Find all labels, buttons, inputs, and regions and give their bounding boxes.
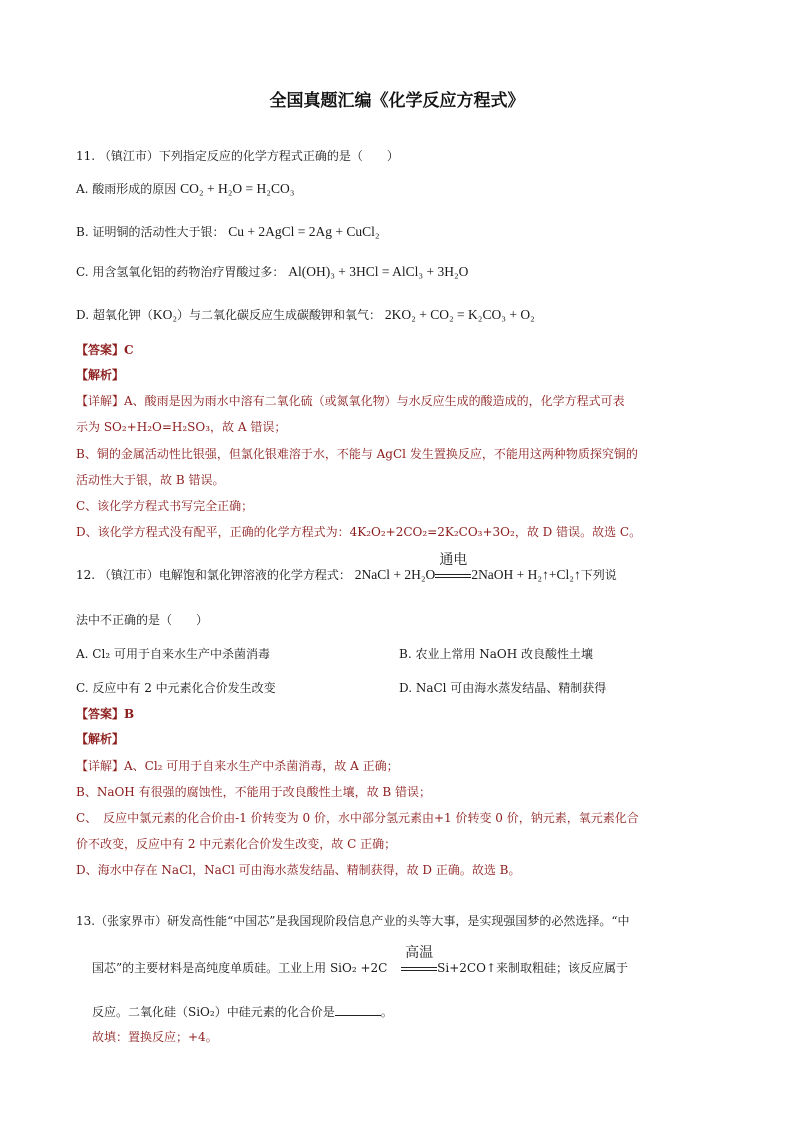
q13-stem-3-post: 。	[380, 1005, 393, 1019]
q13-answer: 故填：置换反应；+4。	[92, 1030, 218, 1044]
q13-condition-arrow	[401, 967, 437, 971]
q13-stem-3-pre: 反应。二氧化硅（SiO₂）中硅元素的化合价是	[92, 1005, 335, 1019]
q13-stem-3	[92, 1003, 393, 1021]
q13-stem-2-pre: 国芯”的主要材料是高纯度单质硅。工业上用 SiO₂ +2C	[92, 961, 388, 975]
q11-analysis-label: 【解析】	[76, 368, 125, 382]
q12-detail-4: 价不改变，反应中有 2 中元素化合价发生改变，故 C 正确；	[76, 837, 397, 851]
q12-option-d: D. NaCl 可由海水蒸发结晶、精制获得	[399, 681, 607, 695]
q11-detail-1: 【详解】A、酸雨是因为雨水中溶有二氧化硫（或氮氧化物）与水反应生成的酸造成的，化学方程式可表	[76, 394, 625, 408]
q13-condition-label: 高温	[405, 945, 434, 961]
q13-stem-1: 13.（张家界市）研发高性能“中国芯”是我国现阶段信息产业的头等大事，是实现强国梦的必然选择。“中	[76, 914, 630, 928]
page-title: 全国真题汇编《化学反应方程式》	[269, 91, 525, 111]
q12-answer: 【答案】B	[76, 707, 135, 721]
q12-condition-label: 通电	[439, 552, 468, 568]
q11-option-d-ko2: KO₂	[152, 307, 178, 322]
q13-condition	[401, 945, 437, 977]
q13-answer-blank	[335, 1003, 381, 1016]
q12-option-a: A. Cl₂ 可用于自来水生产中杀菌消毒	[76, 647, 270, 661]
q11-answer: 【答案】C	[76, 343, 134, 357]
q11-option-b-text: B. 证明铜的活动性大于银：	[76, 225, 225, 239]
q12-stem	[76, 552, 617, 584]
q12-stem-2: 法中不正确的是（ ）	[76, 613, 209, 627]
q12-option-b: B. 农业上常用 NaOH 改良酸性土壤	[399, 647, 594, 661]
q11-option-c-text: C. 用含氢氧化铝的药物治疗胃酸过多：	[76, 265, 285, 279]
q13-stem-2	[92, 945, 628, 977]
q11-option-c-equation: Al(OH)₃ + 3HCl = AlCl₃ + 3H₂O	[288, 264, 469, 279]
q11-detail-6: D、该化学方程式没有配平，正确的化学方程式为：4K₂O₂+2CO₂=2K₂CO₃+3O₂，故 D 错误。故选 C。	[76, 525, 642, 539]
q11-option-d-equation: 2KO₂ + CO₂ = K₂CO₃ + O₂	[384, 307, 535, 322]
q13-stem-2-post: Si+2CO↑来制取粗硅；该反应属于	[437, 961, 628, 975]
q12-detail-2: B、NaOH 有很强的腐蚀性，不能用于改良酸性土壤，故 B 错误；	[76, 785, 432, 799]
q11-stem: 11. （镇江市）下列指定反应的化学方程式正确的是（ ）	[76, 149, 399, 163]
q11-option-d	[76, 306, 535, 324]
q12-condition-arrow	[435, 574, 471, 578]
q11-option-a	[76, 180, 294, 198]
q12-detail-1: 【详解】A、Cl₂ 可用于自来水生产中杀菌消毒，故 A 正确；	[76, 759, 399, 773]
q12-detail-3: C、 反应中氯元素的化合价由-1 价转变为 0 价，水中部分氢元素由+1 价转变 0 价，钠元素，氧元素化合	[76, 811, 639, 825]
q11-detail-5: C、该化学方程式书写完全正确；	[76, 499, 254, 513]
q11-detail-3: B、铜的金属活动性比银强，但氯化银难溶于水，不能与 AgCl 发生置换反应，不能用这两种物质探究铜的	[76, 447, 638, 461]
q11-option-d-text-1: D. 超氧化钾（	[76, 308, 153, 322]
q11-option-a-text: A. 酸雨形成的原因	[76, 182, 177, 196]
q12-equation-left: 2NaCl + 2H₂O	[354, 567, 436, 582]
q11-option-c	[76, 263, 468, 281]
q11-detail-4: 活动性大于银，故 B 错误。	[76, 473, 225, 487]
q12-equation-right: 2NaOH + H₂↑+Cl₂↑	[471, 567, 581, 582]
q11-option-d-text-2: ）与二氧化碳反应生成碳酸钾和氧气：	[177, 308, 382, 322]
q12-stem-post: 下列说	[580, 568, 617, 582]
q12-stem-pre: 12. （镇江市）电解饱和氯化钾溶液的化学方程式：	[76, 568, 351, 582]
q11-option-b	[76, 223, 380, 241]
q12-condition	[435, 552, 471, 584]
q11-option-a-equation: CO₂ + H₂O = H₂CO₃	[180, 181, 295, 196]
q12-option-c: C. 反应中有 2 中元素化合价发生改变	[76, 681, 276, 695]
q11-option-b-equation: Cu + 2AgCl = 2Ag + CuCl₂	[228, 224, 380, 239]
q12-detail-5: D、海水中存在 NaCl，NaCl 可由海水蒸发结晶、精制获得，故 D 正确。故选 B。	[76, 863, 521, 877]
q11-detail-2: 示为 SO₂+H₂O=H₂SO₃，故 A 错误；	[76, 420, 287, 434]
q12-analysis-label: 【解析】	[76, 732, 125, 746]
